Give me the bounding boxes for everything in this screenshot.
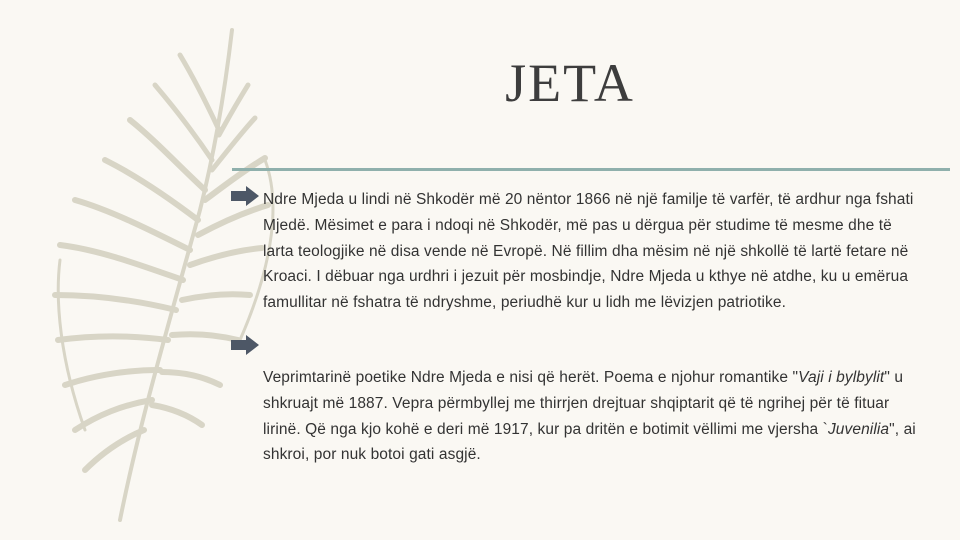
paragraph-text: ", ai shkroi, por nuk botoi gati asgjë. bbox=[263, 420, 916, 464]
slide-title: JETA bbox=[505, 53, 635, 113]
arrow-bullet-icon bbox=[230, 334, 260, 356]
collection-title: Juvenilia bbox=[827, 420, 890, 438]
paragraph-poetic-work bbox=[263, 365, 923, 468]
title-divider bbox=[232, 168, 950, 171]
paragraph-text: Veprimtarinë poetike Ndre Mjeda e nisi që herët. Poema e njohur romantike " bbox=[263, 369, 799, 386]
arrow-bullet-icon bbox=[230, 185, 260, 207]
poem-title: Vaji i bylbylit bbox=[798, 369, 885, 386]
paragraph-text: " u shkruajt më 1887. Vepra përmbyllej me thirrjen drejtuar shqiptarit që të ngrihej për të fituar lirinë. Që nga kjo kohë e deri më 1917, kur pa dritën e botimit vëllimi me vjersha ` bbox=[263, 369, 904, 438]
paragraph-biography: Ndre Mjeda u lindi në Shkodër më 20 nëntor 1866 në një familje të varfër, të ardhur nga fshati Mjedë. Mësimet e para i ndoqi në Shkodër, më pas u dërgua për studime të mesme dhe të larta teologjike në disa vende në Evropë. Në fillim dha mësim në një shkollë të lartë fetare në Kroaci. I dëbuar nga urdhri i jezuit për mosbindje, Ndre Mjeda u kthye në atdhe, ku u emërua famullitar në fshatra të ndryshme, periudhë kur u lidh me lëvizjen patriotike. bbox=[263, 191, 914, 312]
